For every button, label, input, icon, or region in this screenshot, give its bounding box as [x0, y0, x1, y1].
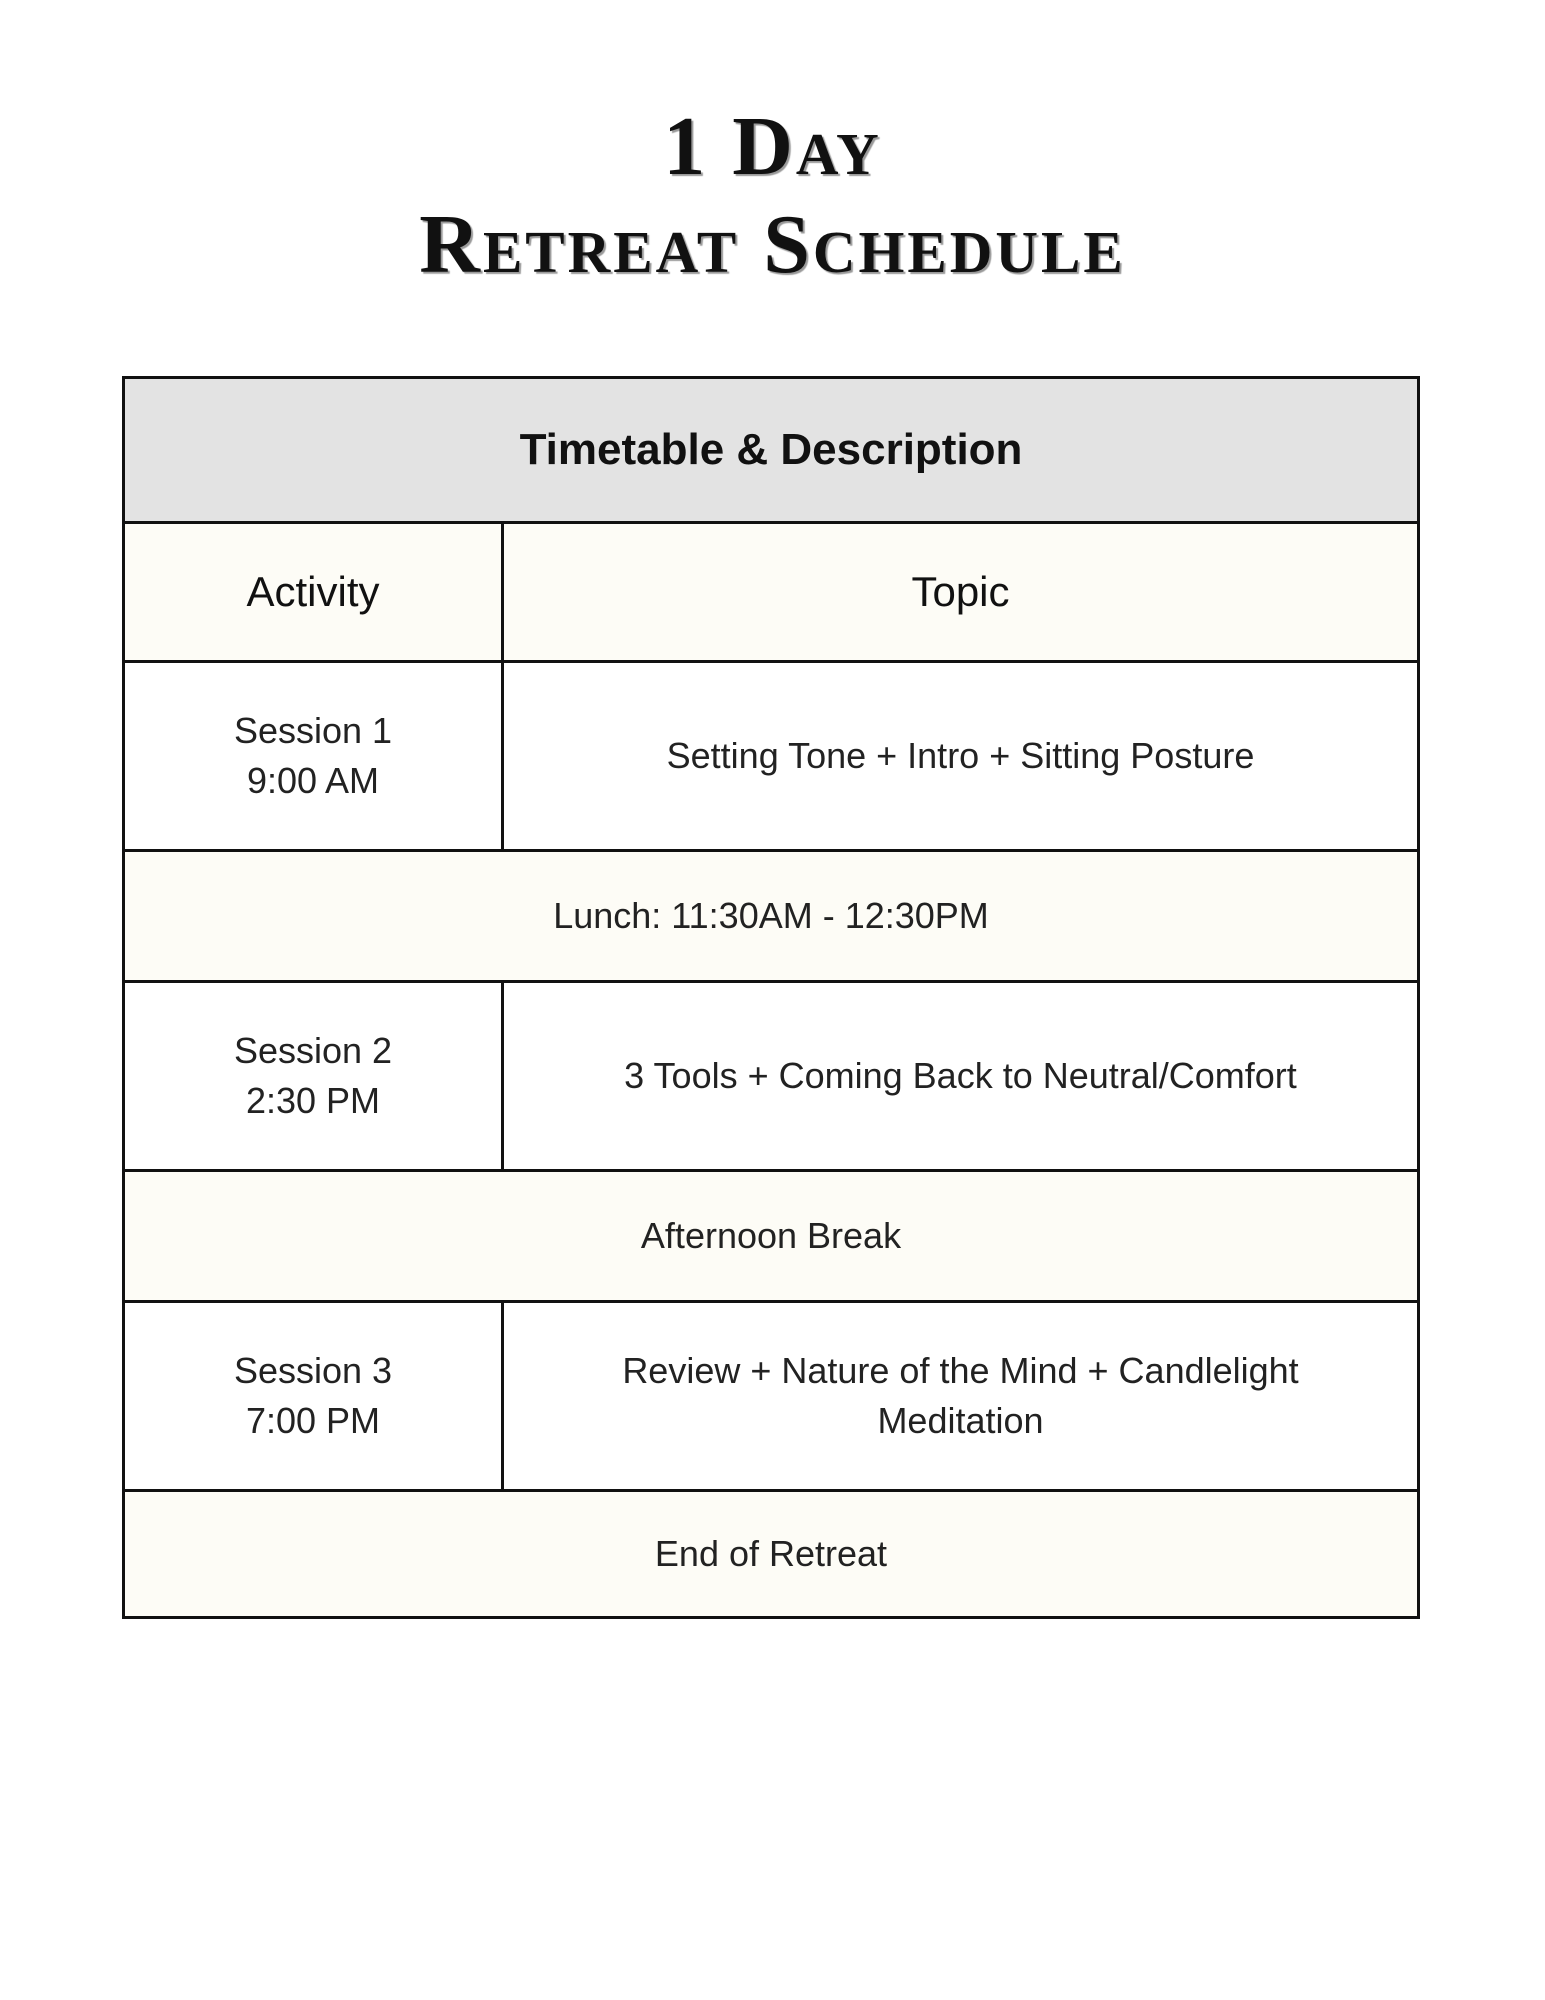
session-topic: 3 Tools + Coming Back to Neutral/Comfort	[624, 1054, 1297, 1096]
column-header-topic: Topic	[911, 568, 1010, 615]
schedule-table	[122, 376, 1420, 1619]
title-line-2: Retreat Schedule	[419, 198, 1126, 291]
session-activity-cell	[125, 663, 504, 849]
break-label: Afternoon Break	[640, 1215, 902, 1256]
session-row-3	[125, 1300, 1417, 1489]
session-activity-cell	[125, 1303, 504, 1489]
session-time: 7:00 PM	[245, 1400, 381, 1441]
session-row-2	[125, 980, 1417, 1169]
session-name: Session 2	[233, 1029, 393, 1071]
session-topic: Setting Tone + Intro + Sitting Posture	[666, 734, 1255, 776]
session-name: Session 1	[233, 709, 393, 751]
title-line-1: 1 Day	[663, 100, 882, 193]
break-row-lunch	[125, 849, 1417, 980]
session-activity-cell	[125, 983, 504, 1169]
session-row-1	[125, 660, 1417, 849]
document-title	[0, 100, 1545, 291]
break-row-afternoon	[125, 1169, 1417, 1300]
table-header-row	[125, 379, 1417, 521]
break-label: Lunch: 11:30AM - 12:30PM	[553, 895, 989, 936]
session-name: Session 3	[233, 1349, 393, 1391]
session-topic: Review + Nature of the Mind + Candlelight Meditation	[622, 1349, 1299, 1441]
break-row-end	[125, 1489, 1417, 1616]
column-header-row	[125, 521, 1417, 660]
column-header-activity: Activity	[125, 524, 504, 660]
table-header: Timetable & Description	[519, 425, 1023, 474]
break-label: End of Retreat	[654, 1533, 888, 1574]
session-time: 2:30 PM	[245, 1080, 381, 1121]
session-time: 9:00 AM	[246, 760, 380, 801]
